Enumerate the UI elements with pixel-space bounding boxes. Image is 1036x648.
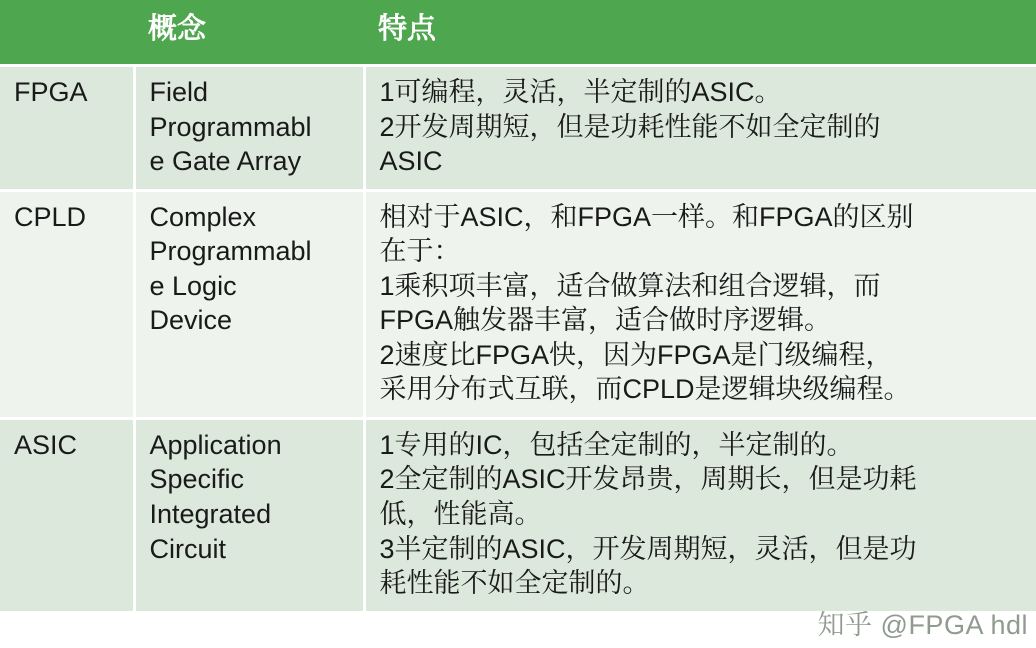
row-label-fpga: FPGA: [0, 66, 134, 191]
row-features-cpld: [364, 190, 1036, 418]
feature-line: 相对于ASIC，和FPGA一样。和FPGA的区别: [379, 201, 914, 232]
feature-line: 低，性能高。: [379, 499, 542, 530]
row-concept-cpld: [134, 190, 364, 418]
feature-line: 2开发周期短，但是功耗性能不如全定制的: [379, 111, 881, 142]
concept-line: Specific: [149, 464, 245, 495]
table-header-row: [0, 0, 1036, 66]
column-header-concept: 概念: [134, 0, 364, 66]
feature-line: 1乘积项丰富，适合做算法和组合逻辑，而: [379, 270, 881, 301]
concept-line: Application: [149, 429, 282, 460]
column-header-blank: [0, 0, 134, 66]
concept-line: Circuit: [149, 533, 227, 564]
row-label-cpld: CPLD: [0, 190, 134, 418]
feature-line: 耗性能不如全定制的。: [379, 568, 650, 599]
concept-line: Integrated: [149, 499, 272, 530]
concept-line: e Gate Array: [149, 146, 302, 177]
feature-line: FPGA触发器丰富，适合做时序逻辑。: [379, 305, 832, 336]
feature-line: 采用分布式互联，而CPLD是逻辑块级编程。: [379, 374, 911, 405]
row-concept-fpga: [134, 66, 364, 191]
feature-line: 1可编程，灵活，半定制的ASIC。: [379, 77, 782, 107]
feature-line: 在于：: [379, 236, 461, 267]
concept-line: Complex: [149, 201, 257, 232]
table-body: [0, 66, 1036, 611]
row-label-asic: ASIC: [0, 418, 134, 610]
row-features-fpga: [364, 66, 1036, 191]
table-row: [0, 418, 1036, 610]
feature-line: ASIC: [379, 146, 443, 177]
feature-line: 3半定制的ASIC，开发周期短，灵活，但是功: [379, 533, 917, 564]
feature-line: 2速度比FPGA快，因为FPGA是门级编程，: [379, 339, 893, 370]
concept-line: Programmabl: [149, 236, 312, 267]
table-row: [0, 66, 1036, 191]
concept-line: Field: [149, 77, 209, 107]
feature-line: 2全定制的ASIC开发昂贵，周期长，但是功耗: [379, 464, 917, 495]
column-header-features: 特点: [364, 0, 1036, 66]
concept-line: e Logic: [149, 270, 237, 301]
feature-line: 1专用的IC，包括全定制的，半定制的。: [379, 429, 854, 460]
table-row: [0, 190, 1036, 418]
row-features-asic: [364, 418, 1036, 610]
concept-line: Device: [149, 305, 233, 336]
concept-line: Programmabl: [149, 111, 312, 142]
table-header: [0, 0, 1036, 66]
row-concept-asic: [134, 418, 364, 610]
watermark: 知乎 @FPGA hdl: [817, 610, 1028, 640]
